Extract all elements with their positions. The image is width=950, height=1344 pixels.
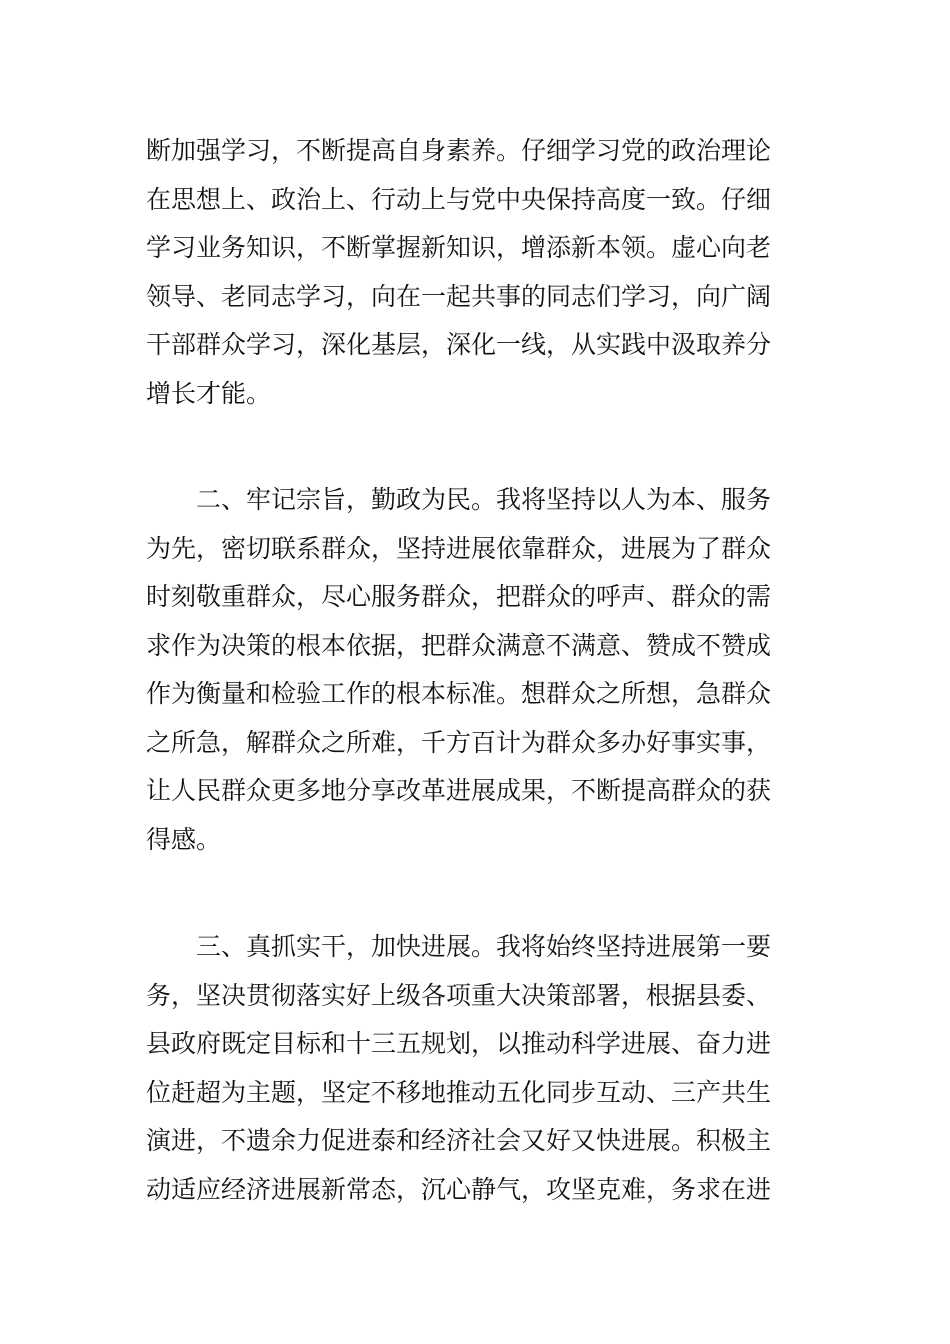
text-line: 动适应经济进展新常态，沉心静气，攻坚克难，务求在进 — [146, 1174, 772, 1204]
text-line: 增长才能。 — [146, 378, 272, 408]
text-line: 得感。 — [146, 824, 222, 854]
text-line: 位赶超为主题，坚定不移地推动五化同步互动、三产共生 — [146, 1077, 772, 1107]
text-line: 时刻敬重群众，尽心服务群众，把群众的呼声、群众的需 — [146, 582, 772, 611]
text-line: 县政府既定目标和十三五规划，以推动科学进展、奋力进 — [146, 1029, 772, 1058]
text-line: 在思想上、政治上、行动上与党中央保持高度一致。仔细 — [146, 184, 772, 214]
text-line: 演进，不遗余力促进泰和经济社会又好又快进展。积极主 — [146, 1126, 772, 1155]
text-line: 二、牢记宗旨，勤政为民。我将坚持以人为本、服务 — [146, 485, 772, 514]
paragraph-serve-people — [146, 476, 808, 864]
text-line: 求作为决策的根本依据，把群众满意不满意、赞成不赞成 — [146, 630, 772, 660]
text-line: 三、真抓实干，加快进展。我将始终坚持进展第一要 — [146, 932, 772, 961]
text-line: 断加强学习，不断提高自身素养。仔细学习党的政治理论 — [146, 136, 772, 165]
paragraph-study — [146, 127, 808, 418]
text-line: 之所急，解群众之所难，千方百计为群众多办好事实事， — [146, 727, 772, 757]
text-line: 务，坚决贯彻落实好上级各项重大决策部署，根据县委、 — [146, 980, 772, 1010]
text-line: 学习业务知识，不断掌握新知识，增添新本领。虚心向老 — [146, 233, 772, 262]
text-line: 干部群众学习，深化基层，深化一线，从实践中汲取养分 — [146, 330, 772, 359]
paragraph-development — [146, 923, 808, 1214]
text-line: 为先，密切联系群众，坚持进展依靠群众，进展为了群众 — [146, 533, 772, 563]
text-line: 领导、老同志学习，向在一起共事的同志们学习，向广阔 — [146, 281, 772, 311]
text-line: 作为衡量和检验工作的根本标准。想群众之所想，急群众 — [146, 679, 772, 708]
text-line: 让人民群众更多地分享改革进展成果，不断提高群众的获 — [146, 776, 772, 805]
